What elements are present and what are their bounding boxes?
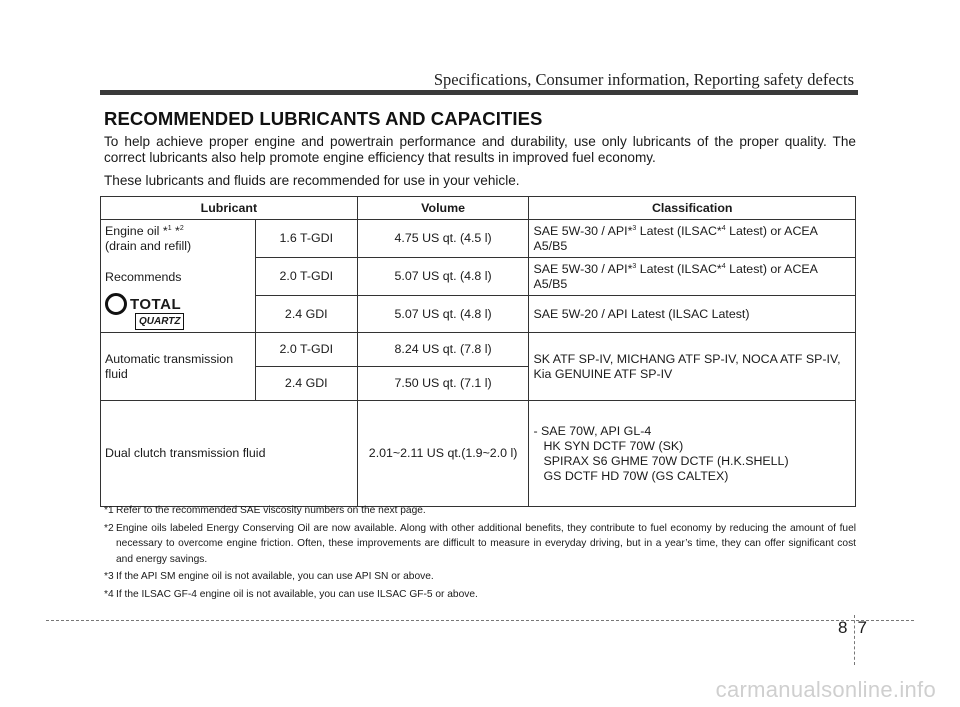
volume-cell: 4.75 US qt. (4.5 l) [357,220,529,258]
total-logo-icon [105,293,127,315]
header-lubricant: Lubricant [101,197,358,220]
running-header: Specifications, Consumer information, Reporting safety defects [433,70,854,89]
footnote: *3 If the API SM engine oil is not available, you can use API SN or above. [104,571,434,582]
volume-cell: 7.50 US qt. (7.1 l) [357,367,529,401]
table-row [101,220,856,258]
chapter-number: 8 [838,618,848,637]
intro-text [104,134,856,196]
volume-cell: 8.24 US qt. (7.8 l) [357,333,529,367]
section-title: RECOMMENDED LUBRICANTS AND CAPACITIES [104,108,543,129]
header-classification: Classification [529,197,856,220]
engine-oil-cell: Engine oil *$^1$ *$^2$ (drain and refill) Recommends TOTAL QUARTZ [101,220,256,333]
total-quartz-logo: TOTAL [105,293,251,315]
footer-rule [46,620,914,621]
intro-paragraph-1: To help achieve proper engine and powertrain performance and durability, use only lubricants of the proper quality. The correct lubricants also help promote engine efficiency that results in improved fuel economy. [104,134,856,165]
header-volume: Volume [357,197,529,220]
engine-cell: 2.0 T-GDI [255,333,357,367]
footnote: *4 If the ILSAC GF-4 engine oil is not available, you can use ILSAC GF-5 or above. [104,588,478,600]
engine-cell: 2.0 T-GDI [255,258,357,296]
header-rule [100,90,858,95]
intro-paragraph-2: These lubricants and fluids are recommended for use in your vehicle. [104,173,520,188]
engine-cell: 2.4 GDI [255,296,357,333]
engine-oil-label: Engine oil *$^1$ *$^2$ [105,224,184,238]
lubricants-table [100,196,856,507]
footnote: *2 Engine oils labeled Energy Conserving Oil are now available. Along with other additional benefits, they contribute to fuel economy by reducing the amount of fuel necessary to overcome engine friction. Often, these improvements are difficult to measure in everyday driving, but in a year’s time, they can offer significant cost and energy savings. [104,522,856,565]
engine-cell: 1.6 T-GDI [255,220,357,258]
table-row [101,333,856,367]
engine-cell: 2.4 GDI [255,367,357,401]
watermark: carmanualsonline.info [715,677,936,702]
classification-cell: SAE 5W-30 / API*$^3$ Latest (ILSAC*$^4$ Latest) or ACEA A5/B5 [529,258,856,296]
at-fluid-label: Automatic transmission fluid [101,333,256,401]
table-header-row [101,197,856,220]
dct-fluid-label: Dual clutch transmission fluid [101,401,358,507]
table-row [101,401,856,507]
dct-classification-cell: - SAE 70W, API GL-4 HK SYN DCTF 70W (SK) SPIRAX S6 GHME 70W DCTF (H.K.SHELL) GS DCTF HD 70W (GS CALTEX) [529,401,856,507]
recommends-label: Recommends [105,270,182,284]
engine-oil-sub: (drain and refill) [105,239,192,253]
volume-cell: 5.07 US qt. (4.8 l) [357,258,529,296]
volume-cell: 2.01~2.11 US qt.(1.9~2.0 l) [357,401,529,507]
volume-cell: 5.07 US qt. (4.8 l) [357,296,529,333]
classification-cell: SAE 5W-20 / API Latest (ILSAC Latest) [529,296,856,333]
classification-cell: SAE 5W-30 / API*$^3$ Latest (ILSAC*$^4$ Latest) or ACEA A5/B5 [529,220,856,258]
footnote: *1 Refer to the recommended SAE viscosity numbers on the next page. [104,505,426,516]
at-classification-cell: SK ATF SP-IV, MICHANG ATF SP-IV, NOCA ATF SP-IV, Kia GENUINE ATF SP-IV [529,333,856,401]
footnotes [104,503,856,604]
page-number-value: 7 [857,618,867,637]
page-number [838,618,867,638]
